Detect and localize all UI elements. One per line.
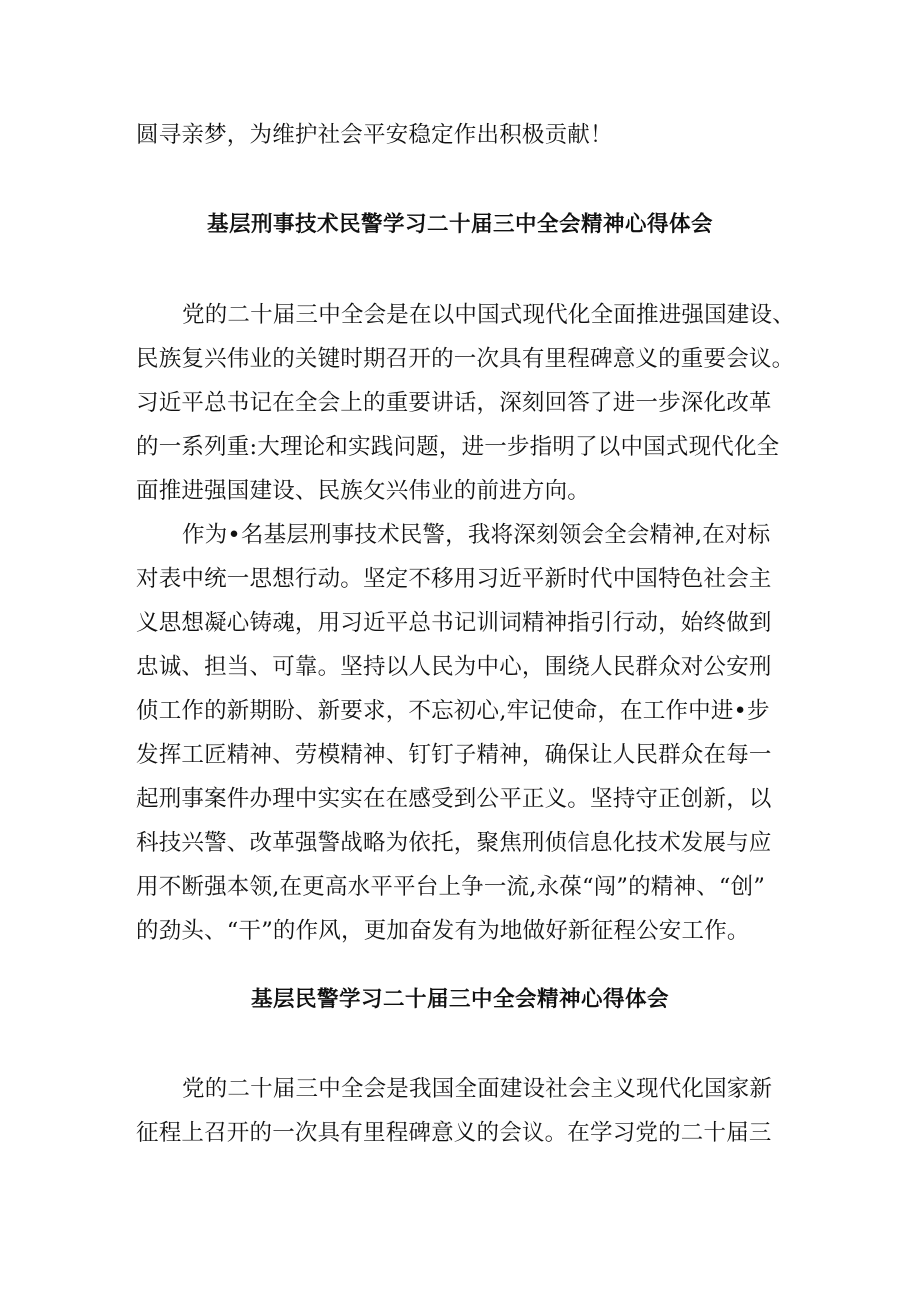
paragraph-line: 用不断强本领,在更高水平平台上争一流,永葆“闯”的精神、“创” bbox=[136, 874, 766, 900]
paragraph-line: 党的二十届三中全会是我国全面建设社会主义现代化国家新 bbox=[182, 1076, 773, 1102]
paragraph-line: 圆寻亲梦，为维护社会平安稳定作出积极贡献！ bbox=[136, 122, 613, 148]
section-title: 基层刑事技术民警学习二十届三中全会精神心得体会 bbox=[206, 212, 713, 237]
paragraph-line: 侦工作的新期盼、新要求，不忘初心,牢记使命，在工作中进•步 bbox=[136, 698, 770, 724]
paragraph-line: 征程上召开的一次具有里程碑意义的会议。在学习党的二十届三 bbox=[136, 1120, 772, 1146]
paragraph-line: 习近平总书记在全会上的重要讲话，深刻回答了进一步深化改革 bbox=[136, 390, 772, 416]
section-title: 基层民警学习二十届三中全会精神心得体会 bbox=[250, 987, 669, 1012]
paragraph-line: 的劲头、“干”的作风，更加奋发有为地做好新征程公安工作。 bbox=[136, 918, 750, 944]
paragraph-line: 党的二十届三中全会是在以中国式现代化全面推进强国建设、 bbox=[182, 302, 795, 328]
paragraph-line: 的一系列重:大理论和实践问题，进一步指明了以中国式现代化全 bbox=[136, 434, 780, 460]
paragraph-line: 发挥工匠精神、劳模精神、钉钉子精神，确保让人民群众在每一 bbox=[136, 742, 772, 768]
paragraph-line: 面推进强国建设、民族攵兴伟业的前进方向。 bbox=[136, 478, 591, 504]
paragraph-line: 义思想凝心铸魂，用习近平总书记训词精神指引行动，始终做到 bbox=[136, 610, 772, 636]
paragraph-line: 科技兴警、改革强警战略为依托，聚焦刑侦信息化技术发展与应 bbox=[136, 830, 772, 856]
paragraph-line: 忠诚、担当、可靠。坚持以人民为中心，围绕人民群众对公安刑 bbox=[136, 654, 772, 680]
paragraph-line: 对表中统一思想行动。坚定不移用习近平新时代中国特色社会主 bbox=[136, 566, 772, 592]
paragraph-line: 作为•名基层刑事技术民警，我将深刻领会全会精神,在对标 bbox=[182, 522, 771, 548]
paragraph-line: 民族复兴伟业的关键时期召开的一次具有里程碑意义的重要会议。 bbox=[136, 346, 795, 372]
paragraph-line: 起刑事案件办理中实实在在感受到公平正义。坚持守正创新，以 bbox=[136, 786, 772, 812]
